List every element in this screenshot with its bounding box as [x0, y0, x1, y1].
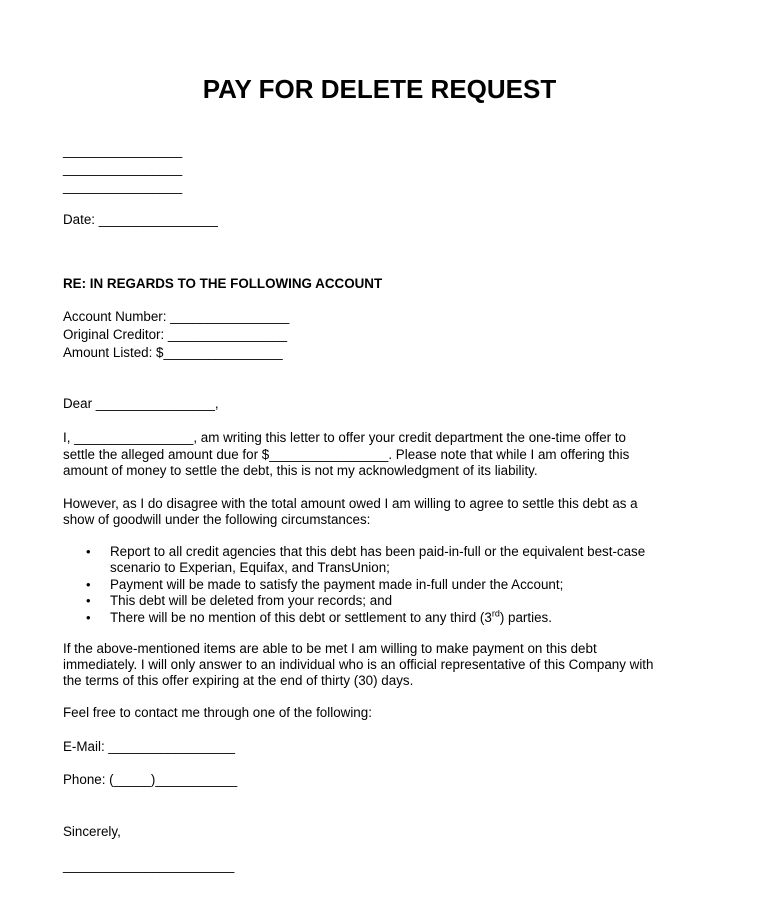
amount-listed-line: Amount Listed: $________________ — [63, 345, 283, 360]
bullet-item: Report to all credit agencies that this debt has been paid-in-full or the equivalent best-case — [110, 544, 646, 559]
bullet-item-continuation: scenario to Experian, Equifax, and TransUnion; — [110, 560, 390, 575]
paragraph-line: amount of money to settle the debt, this is not my acknowledgment of its liability. — [63, 463, 538, 478]
paragraph-line: settle the alleged amount due for $________________. Please note that while I am offering this — [63, 447, 630, 462]
document-title: PAY FOR DELETE REQUEST — [202, 74, 557, 104]
address-line: ________________ — [63, 161, 183, 176]
paragraph-line: However, as I do disagree with the total amount owed I am willing to agree to settle this debt as a — [63, 496, 638, 511]
date-line: Date: ________________ — [63, 212, 218, 227]
ordinal-superscript: rd — [491, 608, 500, 619]
bullet-item: This debt will be deleted from your records; and — [110, 593, 393, 608]
bullet-marker: • — [86, 577, 91, 592]
salutation: Dear ________________, — [63, 396, 219, 411]
contact-intro: Feel free to contact me through one of the following: — [63, 705, 372, 720]
bullet-marker: • — [86, 544, 91, 559]
address-line: ________________ — [63, 143, 183, 158]
bullet-marker: • — [86, 593, 91, 608]
closing: Sincerely, — [63, 824, 121, 839]
bullet-text: There will be no mention of this debt or settlement to any third (3 — [110, 610, 492, 625]
address-line: ________________ — [63, 179, 183, 194]
bullet-item: Payment will be made to satisfy the payment made in-full under the Account; — [110, 577, 564, 592]
phone-line: Phone: (_____)___________ — [63, 772, 238, 787]
signature-line: _______________________ — [63, 858, 235, 873]
paragraph-line: show of goodwill under the following circumstances: — [63, 512, 371, 527]
paragraph-line: immediately. I will only answer to an individual who is an official representative of this Company with — [63, 657, 654, 672]
account-number-line: Account Number: ________________ — [63, 309, 290, 324]
bullet-marker: • — [86, 610, 91, 625]
paragraph-line: the terms of this offer expiring at the end of thirty (30) days. — [63, 673, 414, 688]
paragraph-line: I, ________________, am writing this letter to offer your credit department the one-time offer to — [63, 430, 626, 445]
email-line: E-Mail: _________________ — [63, 739, 235, 754]
re-heading: RE: IN REGARDS TO THE FOLLOWING ACCOUNT — [63, 276, 383, 291]
original-creditor-line: Original Creditor: ________________ — [63, 327, 288, 342]
bullet-text: ) parties. — [499, 610, 552, 625]
paragraph-line: If the above-mentioned items are able to be met I am willing to make payment on this debt — [63, 641, 597, 656]
bullet-item — [110, 610, 552, 626]
